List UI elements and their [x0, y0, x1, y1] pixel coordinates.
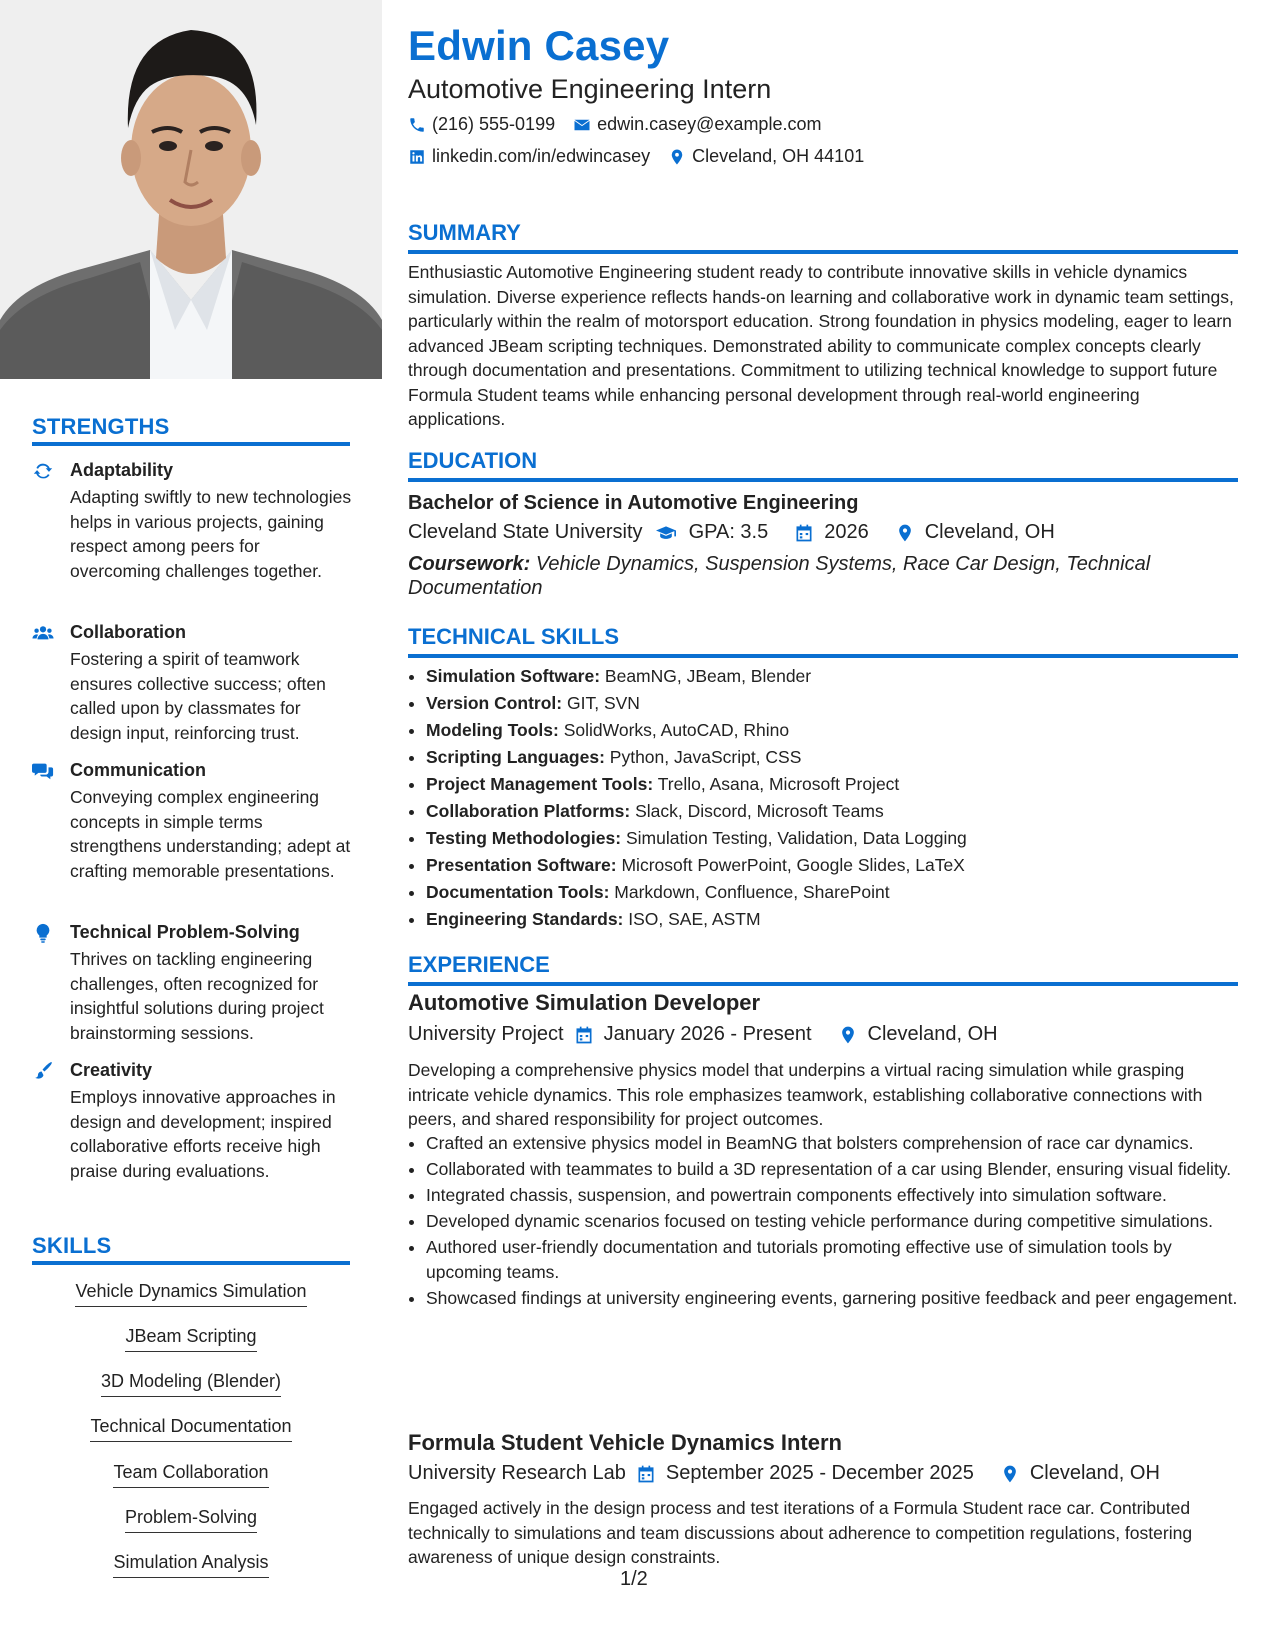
calendar-icon [636, 1464, 656, 1484]
skill-tag: Technical Documentation [32, 1416, 350, 1442]
summary-divider [408, 250, 1238, 254]
map-pin-icon [838, 1025, 858, 1045]
experience-divider [408, 982, 1238, 986]
location-contact [668, 146, 864, 167]
list-item: • Integrated chassis, suspension, and powertrain components effectively into simulation software. [426, 1183, 1241, 1208]
summary-text: Enthusiastic Automotive Engineering student ready to contribute innovative skills in vehicle dynamics simulation. Diverse experience reflects hands-on learning and collaborative work in dynamic team settings, particularly within the realm of motorsport education. Strong foundation in physics modeling, eager to learn advanced JBeam scripting techniques. Demonstrated ability to communicate complex concepts clearly through documentation and presentations. Commitment to utilizing technical knowledge to support future Formula Student teams while enhancing personal development through real-world engineering applications. [408, 262, 1234, 429]
job-bullets [408, 1131, 1241, 1312]
skill-tag: Simulation Analysis [32, 1552, 350, 1578]
map-pin-icon [1000, 1464, 1020, 1484]
list-item: • Showcased findings at university engineering events, garnering positive feedback and peer engagement. [426, 1286, 1241, 1311]
envelope-icon [573, 116, 591, 134]
contact-row-1 [408, 114, 821, 135]
job-meta [408, 1462, 1160, 1485]
sync-icon [32, 460, 56, 484]
strengths-divider [32, 442, 350, 446]
skills-title: SKILLS [32, 1233, 112, 1258]
paintbrush-icon [32, 1060, 56, 1084]
list-item: • Scripting Languages: Python, JavaScript, CSS [426, 744, 1256, 771]
strengths-title: STRENGTHS [32, 414, 170, 439]
strength-desc: Employs innovative approaches in design and development; inspired collaborative efforts receive high praise during evaluations. [70, 1087, 336, 1181]
job-location: Cleveland, OH [867, 1023, 998, 1045]
list-item: • Documentation Tools: Markdown, Confluence, SharePoint [426, 879, 1256, 906]
education-divider [408, 478, 1238, 482]
strength-name: Creativity [70, 1060, 153, 1080]
strength-desc: Thrives on tackling engineering challenges, often recognized for insightful solutions during project brainstorming sessions. [70, 949, 324, 1043]
list-item: • Developed dynamic scenarios focused on testing vehicle performance during competitive simulations. [426, 1209, 1241, 1234]
job-meta [408, 1023, 998, 1046]
lightbulb-icon [32, 922, 56, 946]
job-org: University Project [408, 1023, 564, 1045]
coursework-label: Coursework: [408, 553, 531, 575]
strength-name: Adaptability [70, 460, 174, 480]
summary-title: SUMMARY [408, 220, 521, 245]
candidate-name: Edwin Casey [408, 22, 670, 69]
technical-skills-list [408, 663, 1256, 933]
contact-row-2 [408, 146, 864, 167]
list-item: • Project Management Tools: Trello, Asana, Microsoft Project [426, 771, 1256, 798]
list-item: • Collaboration Platforms: Slack, Discord, Microsoft Teams [426, 798, 1256, 825]
phone-contact[interactable] [408, 114, 555, 135]
email-contact[interactable] [573, 114, 821, 135]
users-icon [32, 622, 56, 646]
list-item: • Crafted an extensive physics model in BeamNG that bolsters comprehension of race car dynamics. [426, 1131, 1241, 1156]
school-location: Cleveland, OH [924, 521, 1055, 543]
job-org: University Research Lab [408, 1462, 626, 1484]
skill-tag: 3D Modeling (Blender) [32, 1371, 350, 1397]
list-item: • Collaborated with teammates to build a 3D representation of a car using Blender, ensuring visual fidelity. [426, 1157, 1241, 1182]
list-item: • Simulation Software: BeamNG, JBeam, Blender [426, 663, 1256, 690]
degree-title: Bachelor of Science in Automotive Engineering [408, 492, 859, 514]
job-description: Developing a comprehensive physics model that underpins a virtual racing simulation while grasping intricate vehicle dynamics. This role emphasizes teamwork, establishing collaborative connections with peers, and shared responsibility for project outcomes. [408, 1060, 1203, 1129]
linkedin-text: linkedin.com/in/edwincasey [432, 146, 651, 166]
linkedin-icon [408, 148, 426, 166]
job-dates: September 2025 - December 2025 [665, 1462, 974, 1484]
strength-name: Communication [70, 760, 207, 780]
strength-desc: Adapting swiftly to new technologies helps in various projects, gaining respect among peers for overcoming challenges together. [70, 487, 352, 581]
job-dates: January 2026 - Present [603, 1023, 812, 1045]
skill-tag: JBeam Scripting [32, 1326, 350, 1352]
list-item: • Presentation Software: Microsoft PowerPoint, Google Slides, LaTeX [426, 852, 1256, 879]
graduation-cap-icon [653, 523, 679, 543]
calendar-icon [574, 1025, 594, 1045]
technical-skills-divider [408, 654, 1238, 658]
map-pin-icon [895, 523, 915, 543]
list-item: • Modeling Tools: SolidWorks, AutoCAD, Rhino [426, 717, 1256, 744]
list-item: • Authored user-friendly documentation and tutorials promoting effective use of simulation tools by upcoming teams. [426, 1235, 1241, 1284]
technical-skills-title: TECHNICAL SKILLS [408, 624, 620, 649]
school-name: Cleveland State University [408, 521, 643, 543]
education-title: EDUCATION [408, 448, 538, 473]
candidate-role: Automotive Engineering Intern [408, 74, 772, 104]
linkedin-contact[interactable] [408, 146, 650, 167]
job-title: Automotive Simulation Developer [408, 990, 761, 1015]
strength-desc: Fostering a spirit of teamwork ensures collective success; often called upon by classmates for design input, reinforcing trust. [70, 649, 326, 743]
phone-text: (216) 555-0199 [432, 114, 556, 134]
email-text: edwin.casey@example.com [597, 114, 822, 134]
skill-tag: Vehicle Dynamics Simulation [32, 1281, 350, 1307]
education-meta [408, 521, 1055, 544]
skill-tag: Team Collaboration [32, 1462, 350, 1488]
coursework-list: Vehicle Dynamics, Suspension Systems, Race Car Design, Technical Documentation [408, 553, 1151, 599]
skills-divider [32, 1261, 350, 1265]
calendar-icon [794, 523, 814, 543]
map-pin-icon [668, 148, 686, 166]
strength-desc: Conveying complex engineering concepts in simple terms strengthens understanding; adept at crafting memorable presentations. [70, 787, 351, 881]
strength-name: Technical Problem-Solving [70, 922, 300, 942]
comments-icon [32, 760, 56, 784]
phone-icon [408, 116, 426, 134]
job-location: Cleveland, OH [1029, 1462, 1160, 1484]
list-item: • Testing Methodologies: Simulation Testing, Validation, Data Logging [426, 825, 1256, 852]
list-item: • Engineering Standards: ISO, SAE, ASTM [426, 906, 1256, 933]
strength-name: Collaboration [70, 622, 186, 642]
skill-tag: Problem-Solving [32, 1507, 350, 1533]
coursework [408, 552, 1238, 600]
left-column [0, 0, 382, 1650]
job-title: Formula Student Vehicle Dynamics Intern [408, 1430, 842, 1455]
list-item: • Version Control: GIT, SVN [426, 690, 1256, 717]
profile-photo [0, 0, 382, 379]
job-description: Engaged actively in the design process and test iterations of a Formula Student race car. Contributed technically to simulations and team discussions about adherence to competition regulations, fostering awareness of unique design constraints. [408, 1498, 1193, 1567]
graduation-year: 2026 [824, 521, 869, 543]
page-number: 1/2 [620, 1568, 648, 1590]
experience-title: EXPERIENCE [408, 952, 550, 977]
location-text: Cleveland, OH 44101 [692, 146, 865, 166]
gpa: GPA: 3.5 [688, 521, 769, 543]
